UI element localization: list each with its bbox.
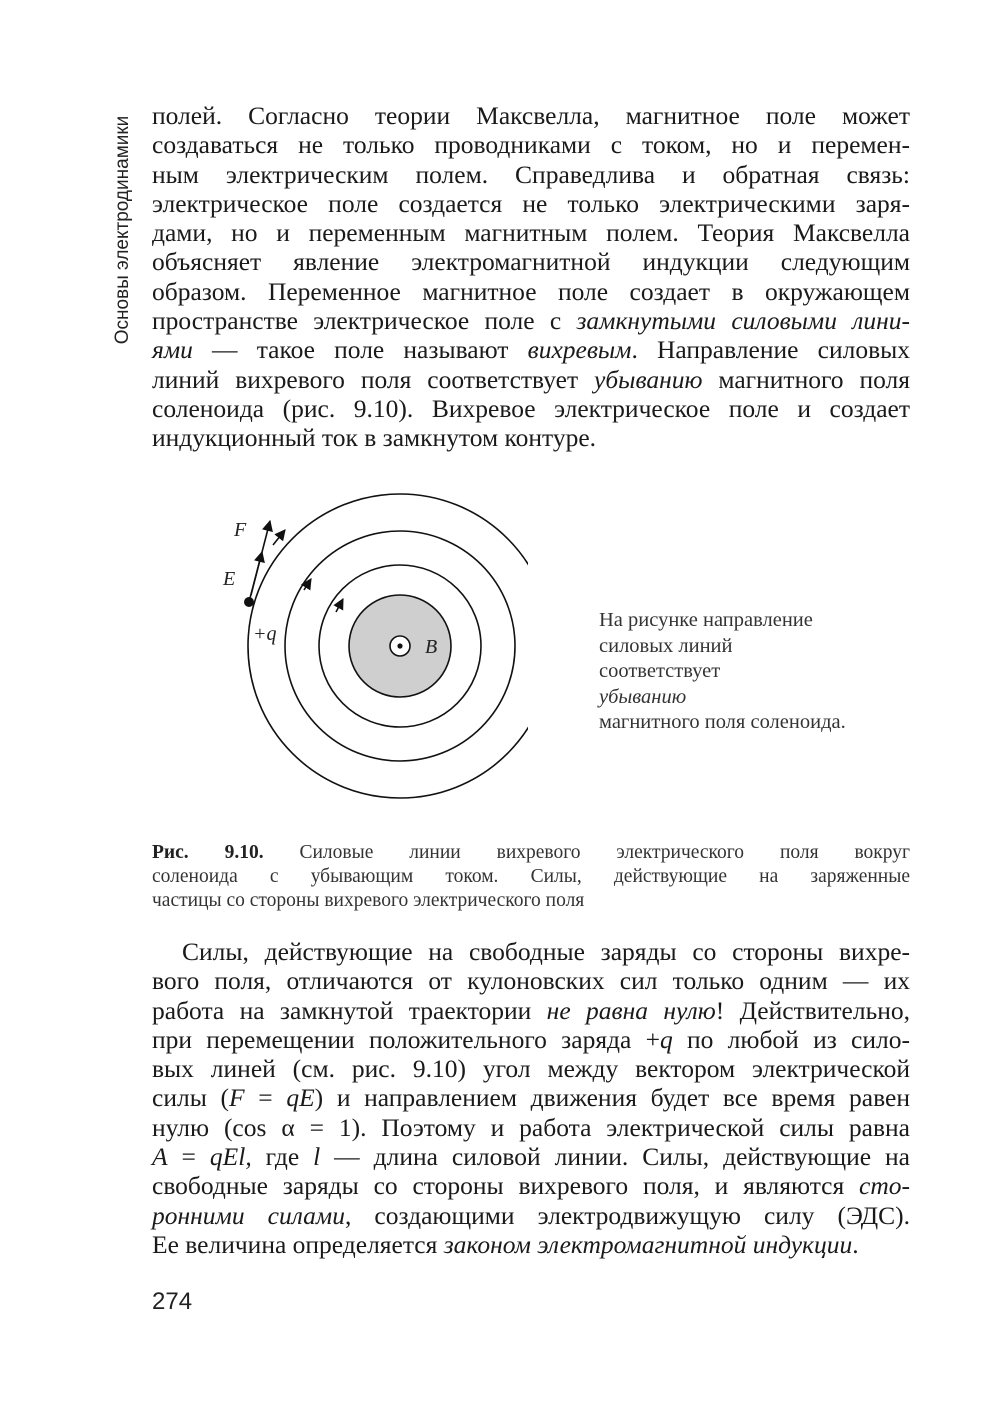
p2-line: вого поля, отличаются от кулоновских сил только одним — их (152, 966, 910, 996)
text-run: — такое поле называют (192, 335, 528, 365)
label-charge: +q (253, 623, 277, 645)
p2-line (152, 1230, 910, 1259)
running-header-text: Основы электродинамики (112, 115, 133, 345)
text-run: линий вихревого поля соответствует (152, 364, 595, 394)
p1-line: дами, но и переменным магнитным полем. Теория Максвелла (152, 218, 910, 248)
p2-line (152, 1025, 910, 1054)
text-run: по любой из сило- (672, 1024, 910, 1054)
text-run: . (852, 1229, 859, 1259)
field-B-dot (397, 643, 402, 648)
side-note-line: силовых линий (599, 634, 733, 657)
text-run: силы ( (152, 1083, 229, 1113)
text-run: где (251, 1142, 314, 1172)
text-run: ! Действительно, (715, 995, 910, 1025)
emphasis: F (229, 1083, 245, 1113)
p1-line: соленоида (рис. 9.10). Вихревое электрическое поле и создает (152, 393, 910, 423)
caption-line: соленоида с убывающим током. Силы, действующие на заряженные (152, 866, 910, 887)
p1-line: объясняет явление электромагнитной индукции следующим (152, 247, 910, 277)
p2-line (152, 1201, 910, 1230)
text-run: при перемещении положительного заряда + (152, 1024, 660, 1054)
emphasis: qE (286, 1083, 315, 1113)
emphasis: вихревым (527, 335, 632, 365)
text-run: пространстве электрическое поле с (152, 306, 577, 336)
p1-line: электрическое поле создается не только электрическими заря- (152, 188, 910, 218)
p1-line: ным электрическим полем. Справедлива и обратная связь: (152, 159, 910, 189)
side-note-line (599, 659, 919, 710)
p1-line: полей. Согласно теории Максвелла, магнитное поле может (152, 101, 910, 130)
emphasis: не равна нулю (546, 995, 716, 1025)
emphasis: ями (152, 335, 193, 365)
page-number: 274 (152, 1288, 193, 1315)
p1-line: образом. Переменное магнитное поле создает в окружающем (152, 276, 910, 306)
paragraph-1 (152, 101, 910, 453)
text-run: работа на замкнутой траектории (152, 995, 547, 1025)
p2-line (152, 996, 910, 1025)
caption-label: Рис. 9.10. (152, 842, 264, 863)
running-header (108, 100, 138, 360)
label-E: E (223, 568, 236, 590)
p1-line (152, 306, 910, 335)
emphasis: qEl, (209, 1142, 252, 1172)
emphasis: ронними силами (152, 1200, 345, 1230)
side-note-line: На рисунке направление (599, 609, 813, 631)
p2-line (152, 1142, 910, 1171)
emphasis: сто- (859, 1171, 910, 1201)
text-run: — длина силовой линии. Силы, действующие на (320, 1142, 911, 1172)
emphasis: убыванию (594, 364, 703, 394)
p2-line (152, 1171, 910, 1200)
caption-line: частицы со стороны вихревого электрического поля (152, 890, 585, 911)
figure-caption (152, 841, 910, 913)
text-run: соответствует (599, 660, 721, 682)
field-lines-diagram (218, 478, 528, 838)
direction-arrow-outer (273, 530, 285, 545)
emphasis: q (659, 1024, 673, 1054)
text-run: свободные заряды со стороны вихревого поля, и являются (152, 1171, 860, 1201)
emphasis: убыванию (599, 685, 687, 708)
text-run: = (167, 1142, 210, 1172)
emphasis: l (313, 1142, 321, 1172)
p1-line: индукционный ток в замкнутом контуре. (152, 423, 597, 453)
emphasis: законом электромагнитной индукции (443, 1229, 853, 1259)
text-run: ) и направлением движения будет все время равен (314, 1083, 910, 1113)
p2-line: Силы, действующие на свободные заряды со стороны вихре- (182, 937, 910, 966)
p1-line: создаваться не только проводниками с током, но и перемен- (152, 130, 910, 160)
emphasis: A (152, 1142, 168, 1172)
text-run: . Направление силовых (631, 335, 910, 365)
emphasis: замкнутыми силовыми лини- (576, 306, 910, 336)
p2-line: нулю (cos α = 1). Поэтому и работа электрической силы равна (152, 1112, 910, 1142)
side-note (599, 608, 919, 736)
text-run: Силовые линии вихревого электрического поля вокруг (263, 842, 910, 863)
label-B: B (425, 636, 438, 658)
text-run: Ее величина определяется (152, 1229, 444, 1259)
text-run: = (244, 1083, 287, 1113)
paragraph-2 (152, 937, 910, 1259)
label-F: F (234, 519, 247, 541)
text-run: магнитного поля (702, 364, 910, 394)
p2-line (152, 1083, 910, 1112)
p1-line (152, 335, 910, 364)
p1-line (152, 365, 910, 394)
side-note-line: магнитного поля соленоида. (599, 711, 846, 733)
p2-line: вых линей (см. рис. 9.10) угол между вектором электрической (152, 1054, 910, 1084)
text-run: , создающими электродвижущую силу (ЭДС). (344, 1200, 910, 1230)
figure-vortex-field (218, 478, 528, 838)
direction-arrow-inner (336, 599, 343, 612)
caption-line (152, 841, 910, 865)
